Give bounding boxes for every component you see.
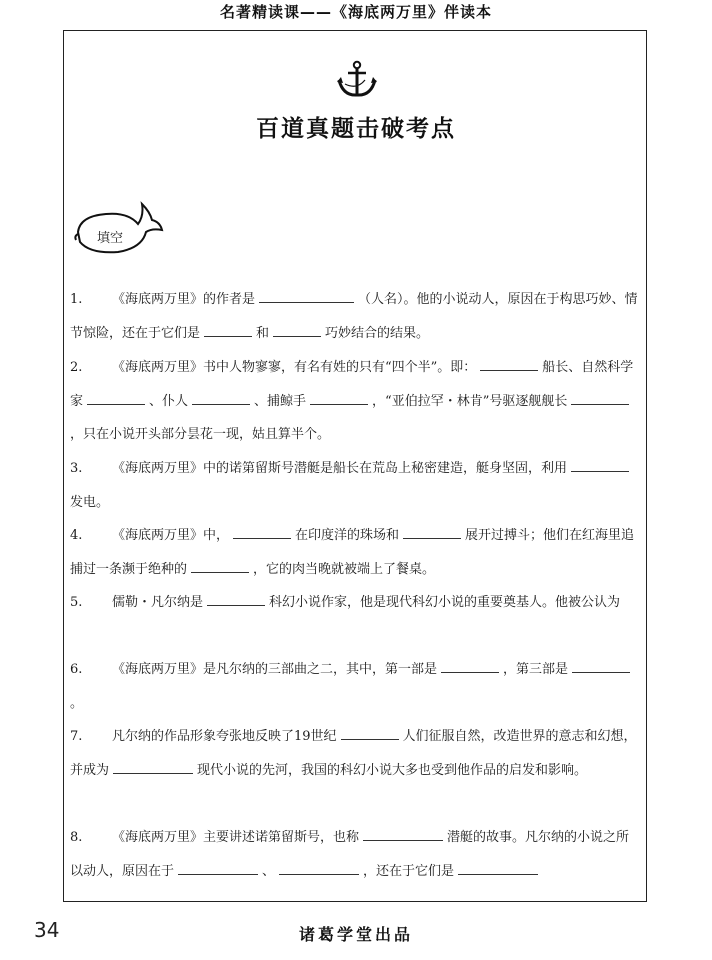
page-number: 34 — [34, 918, 60, 942]
answer-blank[interactable] — [341, 725, 399, 740]
answer-blank[interactable] — [191, 558, 249, 573]
answer-blank[interactable] — [403, 524, 461, 539]
question-text: ，还在于它们是 — [363, 863, 455, 879]
question-text: 现代小说的先河，我国的科幻小说大多也受到他作品的启发和影响。 — [197, 762, 588, 778]
question-5 — [70, 586, 642, 620]
answer-blank[interactable] — [87, 390, 145, 405]
question-2 — [70, 351, 642, 452]
anchor-icon — [335, 60, 379, 100]
question-text: ，它的肉当晚就被端上了餐桌。 — [253, 561, 436, 577]
section-badge: 填空 — [97, 231, 124, 246]
answer-blank[interactable] — [273, 322, 321, 337]
answer-blank[interactable] — [310, 390, 368, 405]
question-7 — [70, 720, 642, 787]
question-text: 巧妙结合的结果。 — [325, 325, 430, 341]
question-text: ，只在小说开头部分昙花一现，姑且算半个。 — [70, 427, 331, 442]
question-text: 《海底两万里》中的诺第留斯号潜艇是船长在荒岛上秘密建造，艇身坚固，利用 — [112, 461, 568, 476]
question-text: 船长、自然科学家 — [70, 360, 634, 409]
question-number: 4. — [70, 528, 83, 543]
question-3 — [70, 452, 642, 519]
question-text: 人们征服自然，改造世界的意志和幻想，并成为 — [70, 729, 637, 778]
answer-blank[interactable] — [113, 759, 193, 774]
question-number: 6. — [70, 662, 83, 677]
section-title: 百道真题击破考点 — [256, 116, 456, 142]
answer-blank[interactable] — [192, 390, 250, 405]
question-text: 在印度洋的珠场和 — [295, 528, 400, 543]
answer-blank[interactable] — [207, 591, 265, 606]
question-number: 1. — [70, 292, 83, 307]
question-text: 《海底两万里》中， — [112, 528, 230, 543]
question-number: 2. — [70, 360, 83, 375]
question-text: 科幻小说作家，他是现代科幻小说的重要奠基人。他被公认为 — [269, 595, 621, 610]
question-8 — [70, 821, 642, 888]
question-6 — [70, 653, 642, 720]
question-number: 7. — [70, 729, 83, 744]
answer-blank[interactable] — [259, 288, 354, 303]
question-text: 《海底两万里》是凡尔纳的三部曲之二，其中，第一部是 — [112, 662, 438, 677]
question-number: 8. — [70, 830, 83, 845]
question-text: 、 — [262, 863, 276, 879]
question-number: 5. — [70, 595, 83, 610]
question-text: 发电。 — [70, 494, 110, 510]
answer-blank[interactable] — [233, 524, 291, 539]
question-text: 、捕鲸手 — [254, 393, 307, 409]
question-text: 。 — [70, 695, 84, 711]
question-text: 《海底两万里》的作者是 — [112, 292, 256, 307]
question-text: 展开过搏斗；他们在红海里追捕过一条濒于绝种的 — [70, 528, 635, 577]
question-text: ，“亚伯拉罕・林肯”号驱逐舰舰长 — [372, 393, 568, 409]
publisher-brand: 诸葛学堂出品 — [298, 925, 413, 944]
book-header: 名著精读课——《海底两万里》伴读本 — [219, 3, 492, 21]
answer-blank[interactable] — [458, 860, 538, 875]
question-text: 和 — [256, 325, 270, 341]
answer-blank[interactable] — [572, 658, 630, 673]
question-text: （人名）。他的小说动人，原因在于构思巧妙、情节惊险，还在于它们是 — [70, 292, 638, 341]
answer-blank[interactable] — [571, 457, 629, 472]
answer-blank[interactable] — [441, 658, 499, 673]
question-text: 潜艇的故事。凡尔纳的小说之所以动人，原因在于 — [70, 830, 630, 879]
question-text: 《海底两万里》书中人物寥寥，有名有姓的只有“四个半”。即： — [112, 360, 477, 375]
question-text: ，第三部是 — [503, 662, 569, 677]
answer-blank[interactable] — [178, 860, 258, 875]
answer-blank[interactable] — [279, 860, 359, 875]
question-text: 凡尔纳的作品形象夸张地反映了19世纪 — [112, 729, 337, 744]
question-text: 《海底两万里》主要讲述诺第留斯号，也称 — [112, 830, 360, 845]
question-text: 儒勒・凡尔纳是 — [112, 595, 204, 610]
question-4 — [70, 519, 642, 586]
answer-blank[interactable] — [571, 390, 629, 405]
question-1 — [70, 283, 642, 350]
answer-blank[interactable] — [204, 322, 252, 337]
question-number: 3. — [70, 461, 83, 476]
answer-blank[interactable] — [363, 826, 443, 841]
question-text: 、仆人 — [149, 393, 189, 409]
answer-blank[interactable] — [480, 356, 538, 371]
